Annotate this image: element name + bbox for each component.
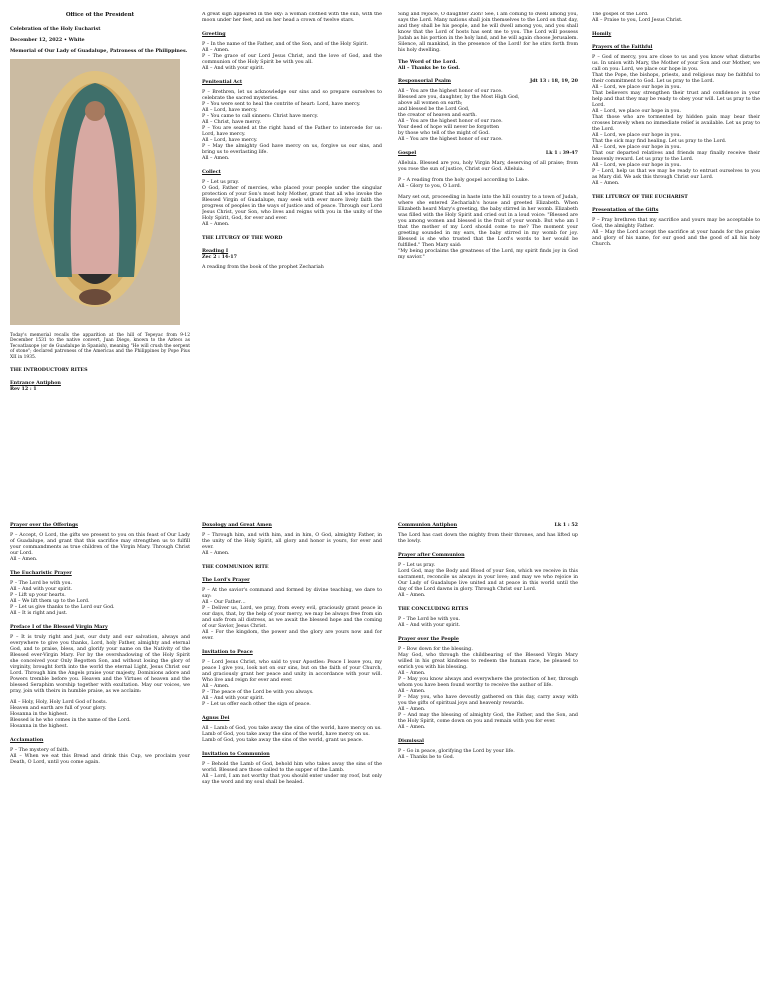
- after-communion-heading: Prayer after Communion: [398, 552, 465, 558]
- dismissal-text: P – Go in peace, glorifying the Lord by your life. All – Thanks be to God.: [398, 749, 515, 760]
- eucharistic-prayer-heading: The Eucharistic Prayer: [10, 570, 72, 576]
- section-introductory-rites: THE INTRODUCTORY RITES: [10, 367, 88, 374]
- communion-antiphon-row: [398, 522, 578, 528]
- page1-column-4: [592, 12, 760, 497]
- page2-column-2: [202, 515, 382, 1000]
- memorial-caption: Today's memorial recalls the apparition at the hill of Tepeyac from 9-12 December 1531 to the native convert, Juan Diego, known to the Aztecs as Tecoatlaxope (or de Guadalupe in Spanish), meaning "He will crush the serpent of stone"; declared patroness of the Americas and the Philippines by Pope Pius XII in 1935.: [10, 333, 190, 360]
- page1-column-2: [202, 12, 382, 497]
- reading-heading: Reading I: [202, 248, 229, 254]
- offerings-text: P – Accept, O Lord, the gifts we present to you on this feast of Our Lady of Guadalupe, and grant that this sacrifice may strengthen us to fulfill your commandments as true children of the Virgin Mary. Through Christ our Lord. All – Amen.: [10, 533, 190, 562]
- dismissal-heading: Dismissal: [398, 738, 424, 744]
- gospel-heading: Gospel: [398, 150, 417, 156]
- agnus-dei-heading: Agnus Dei: [202, 715, 230, 721]
- homily-heading: Homily: [592, 31, 612, 37]
- leaflet-page-2: [0, 503, 768, 1006]
- page2-column-3: [398, 515, 578, 1000]
- penitential-act-text: P – Brethren, let us acknowledge our sins and so prepare ourselves to celebrate the sacred mysteries. P – You were sent to heal the contrite of heart: Lord, have mercy. All – Lord, have mercy. P – You came to call sinners: Christ have mercy. All – Christ, have mercy. P – You are seated at the right hand of the Father to intercede for us: Lord, have mercy. All – Lord, have mercy. P – May the almighty God have mercy on us, forgive us our sins, and bring us to everlasting life. All – Amen.: [202, 90, 382, 161]
- celebration-date: December 12, 2022 • White: [10, 37, 85, 43]
- lords-prayer-text: P – At the savior's command and formed by divine teaching, we dare to say: All – Our Father… P – Deliver us, Lord, we pray, from every evil, graciously grant peace in our days, that, by the help of your mercy, we may be always free from sin and safe from all distress, as we await the blessed hope and the coming of our Savior, Jesus Christ. All – For the kingdom, the power and the glory are yours now and for ever.: [202, 588, 382, 641]
- page2-column-1: [10, 515, 190, 1000]
- presentation-gifts-text: P – Pray brethren that my sacrifice and yours may be acceptable to God, the almighty Father. All – May the Lord accept the sacrifice at your hands for the praise and glory of his name, for our good and the good of all his holy Church.: [592, 218, 760, 247]
- agnus-dei-text: All – Lamb of God, you take away the sins of the world, have mercy on us. Lamb of God, you take away the sins of the world, have mercy on us. Lamb of God, you take away the sins of the world, grant us peace.: [202, 726, 382, 743]
- offerings-heading: Prayer over the Offerings: [10, 522, 78, 528]
- alleluia-text: Alleluia. Blessed are you, holy Virgin Mary, deserving of all praise; from you rose the sun of justice, Christ our God. Alleluia.: [398, 161, 578, 172]
- section-concluding-rites: THE CONCLUDING RITES: [398, 606, 469, 612]
- collect-text: P – Let us pray. O God, Father of mercies, who placed your people under the singular protection of your Son's most holy Mother, grant that all who invoke the Blessed Virgin of Guadalupe, may seek with ever more lively faith the progress of peoples in the ways of justice and of peace. Through our Lord Jesus Christ, your Son, who lives and reigns with you in the unity of the Holy Spirit, God, for ever and ever. All – Amen.: [202, 180, 382, 227]
- acclamation-heading: Acclamation: [10, 737, 44, 743]
- eucharistic-prayer-text: P – The Lord be with you. All – And with your spirit. P – Lift up your hearts. All – We lift them up to the Lord. P – Let us give thanks to the Lord our God. All – It is right and just.: [10, 581, 115, 616]
- reading-text: Sing and rejoice, O daughter Zion! See, I am coming to dwell among you, says the Lord. Many nations shall join themselves to the Lord on that day, and they shall be his people, and he will dwell among you, and you shall know that the Lord of hosts has sent me to you. The Lord will possess Judah as his portion in the holy land, and he will again choose Jerusalem. Silence, all mankind, in the presence of the Lord! for he stirs forth from his holy dwelling.: [398, 12, 578, 53]
- entrance-antiphon-text: A great sign appeared in the sky: a woman clothed with the sun, with the moon under her feet, and on her head a crown of twelve stars.: [202, 12, 382, 23]
- celebration-title: Celebration of the Holy Eucharist: [10, 26, 101, 32]
- invitation-communion-text: P – Behold the Lamb of God, behold him who takes away the sins of the world. Blessed are those called to the supper of the Lamb. All – Lord, I am not worthy that you should enter under my roof, but only say the word and my soul shall be healed.: [202, 762, 382, 785]
- office-title: Office of the President: [65, 12, 135, 18]
- doxology-text: P – Through him, and with him, and in him, O God, almighty Father, in the unity of the Holy Spirit, all glory and honor is yours, for ever and ever. All – Amen.: [202, 533, 382, 556]
- prayer-over-people-heading: Prayer over the People: [398, 636, 459, 642]
- word-of-the-lord: The Word of the Lord. All – Thanks be to God.: [398, 59, 460, 71]
- psalm-text: All – You are the highest honor of our race. Blessed are you, daughter, by the Most High God, above all women on earth; and blessed be the Lord God, the creator of heaven and earth. All – You are the highest honor of our race. Your deed of hope will never be forgotten by those who tell of the might of God. All – You are the highest honor of our race.: [398, 89, 520, 142]
- collect-heading: Collect: [202, 169, 221, 175]
- gospel-intro: P – A reading from the holy gospel according to Luke. All – Glory to you, O Lord.: [398, 178, 530, 189]
- psalm-ref: Jdt 13 : 18, 19, 20: [529, 78, 578, 84]
- section-liturgy-of-eucharist: THE LITURGY OF THE EUCHARIST: [592, 194, 688, 200]
- penitential-act-heading: Penitential Act: [202, 79, 243, 85]
- prayer-over-people-text: P – Bow down for the blessing. May God, who through the childbearing of the Blessed Virgin Mary willed in his great kindness to redeem the human race, be pleased to enrich you with his blessing. All – Amen. P – May you know always and everywhere the protection of her, through whom you have been found worthy to receive the author of life. All – Amen. P – May you, who have devoutly gathered on this day, carry away with you the gifts of spiritual joys and heavenly rewards. All – Amen. P – And may the blessing of almighty God, the Father, and the Son, and the Holy Spirit, come down on you and remain with you for ever. All – Amen.: [398, 647, 578, 730]
- memorial-title: Memorial of Our Lady of Guadalupe, Patroness of the Philippines.: [10, 48, 188, 54]
- presentation-gifts-heading: Presentation of the Gifts: [592, 207, 659, 213]
- after-communion-text: P – Let us pray. Lord God, may the Body and Blood of your Son, which we receive in this sacrament, reconcile us always in your love; and may we who rejoice in Our Lady of Guadalupe live united and at peace in this world until the day of the Lord dawns in glory. Through Christ our Lord. All – Amen.: [398, 563, 578, 598]
- greeting-text: P – In the name of the Father, and of the Son, and of the Holy Spirit. All – Amen. P – The grace of our Lord Jesus Christ, and the love of God, and the communion of the Holy Spirit be with you all. All – And with your spirit.: [202, 42, 382, 71]
- entrance-antiphon-ref: Rev 12 : 1: [10, 386, 37, 393]
- doxology-heading: Doxology and Great Amen: [202, 522, 272, 528]
- communion-antiphon-heading: Communion Antiphon: [398, 522, 458, 528]
- psalm-heading-row: [398, 78, 578, 84]
- invitation-peace-text: P – Lord Jesus Christ, who said to your Apostles: Peace I leave you, my peace I give you, look not on our sins, but on the faith of your Church, and graciously grant her peace and unity in accordance with your will. Who live and reign for ever and ever. All – Amen. P – The peace of the Lord be with you always. All – And with your spirit. P – Let us offer each other the sign of peace.: [202, 660, 382, 707]
- entrance-antiphon-heading: Entrance Antiphon: [10, 380, 61, 387]
- page1-column-3: [398, 12, 578, 497]
- prayers-of-faithful-heading: Prayers of the Faithful: [592, 44, 653, 50]
- gospel-ref: Lk 1 : 39-47: [545, 150, 578, 156]
- reading-ref: Zec 2 : 14-17: [202, 254, 237, 260]
- invitation-peace-heading: Invitation to Peace: [202, 649, 253, 655]
- lords-prayer-heading: The Lord's Prayer: [202, 577, 250, 583]
- communion-antiphon-text: The Lord has cast down the mighty from their thrones, and has lifted up the lowly.: [398, 533, 578, 544]
- sanctus-text: All – Holy, Holy, Holy Lord God of hosts. Heaven and earth are full of your glory. Hosanna in the highest. Blessed is he who comes in the name of the Lord. Hosanna in the highest.: [10, 700, 131, 729]
- greeting-heading: Greeting: [202, 31, 226, 37]
- preface-heading: Preface I of the Blessed Virgin Mary: [10, 624, 108, 630]
- psalm-heading: Responsorial Psalm: [398, 78, 451, 84]
- our-lady-of-guadalupe-image: [10, 59, 180, 325]
- preface-text: P – It is truly right and just, our duty and our salvation, always and everywhere to give you thanks, Lord, holy Father, almighty and eternal God, and to praise, bless, and glorify your name on the Nativity of the Blessed ever-Virgin Mary. For by the overshadowing of the Holy Spirit she conceived your Only Begotten Son, and without losing the glory of virginity, brought forth into the world the eternal Light, Jesus Christ our Lord. Through him the Angels praise your majesty, Dominions adore and Powers tremble before you. Heaven and the Virtues of heaven and the blessed Seraphim worship together with exultation. May our voices, we pray, join with theirs in humble praise, as we acclaim:: [10, 635, 190, 694]
- reading-intro: A reading from the book of the prophet Zechariah: [202, 265, 324, 270]
- page1-column-1: [10, 12, 190, 497]
- section-liturgy-of-the-word: THE LITURGY OF THE WORD: [202, 235, 283, 241]
- gospel-ending: The gospel of the Lord. All – Praise to you, Lord Jesus Christ.: [592, 12, 683, 23]
- section-communion-rite: THE COMMUNION RITE: [202, 564, 269, 570]
- concluding-rites-text: P – The Lord be with you. All – And with your spirit.: [398, 617, 461, 628]
- invitation-communion-heading: Invitation to Communion: [202, 751, 270, 757]
- gospel-heading-row: [398, 150, 578, 156]
- communion-antiphon-ref: Lk 1 : 52: [554, 522, 578, 528]
- acclamation-text: P – The mystery of faith. All – When we eat this Bread and drink this Cup, we proclaim your Death, O Lord, until you come again.: [10, 748, 190, 765]
- gospel-text: Mary set out, proceeding in haste into the hill country to a town of Judah, where she entered Zechariah's house and greeted Elizabeth. When Elizabeth heard Mary's greeting, the baby stirred in her womb. Elizabeth was filled with the Holy Spirit and cried out in a loud voice: "Blessed are you among women and blessed is the fruit of your womb. But who am I that the mother of my Lord should come to me? The moment your greeting sounded in my ears, the baby stirred in my womb for joy. Blessed is she who trusted that the Lord's words to her would be fulfilled." Then Mary said: "My being proclaims the greatness of the Lord, my spirit finds joy in God my savior.": [398, 195, 578, 260]
- prayers-of-faithful-text: P – God of mercy, you are close to us and you know what disturbs us. In union with Mary, the Mother of your Son and our Mother, we call on you: Lord, we place our hope in you. That the Pope, the bishops, priests, and religious may be faithful to their commitment to God. Let us pray to the Lord. All – Lord, we place our hope in you. That believers may strengthen their trust and confidence in your help and that they may be ready to obey your will. Let us pray to the Lord. All – Lord, we place our hope in you. That those who are tormented by hidden pain may bear their crosses bravely when no immediate relief is available. Let us pray to the Lord. All – Lord, we place our hope in you. That the sick may find healing. Let us pray to the Lord. All – Lord, we place our hope in you. That our departed relatives and friends may finally receive their heavenly reward. Let us pray to the Lord. All – Lord, we place our hope in you. P – Lord, help us that we may be ready to entrust ourselves to you as Mary did. We ask this through Christ our Lord. All – Amen.: [592, 55, 760, 186]
